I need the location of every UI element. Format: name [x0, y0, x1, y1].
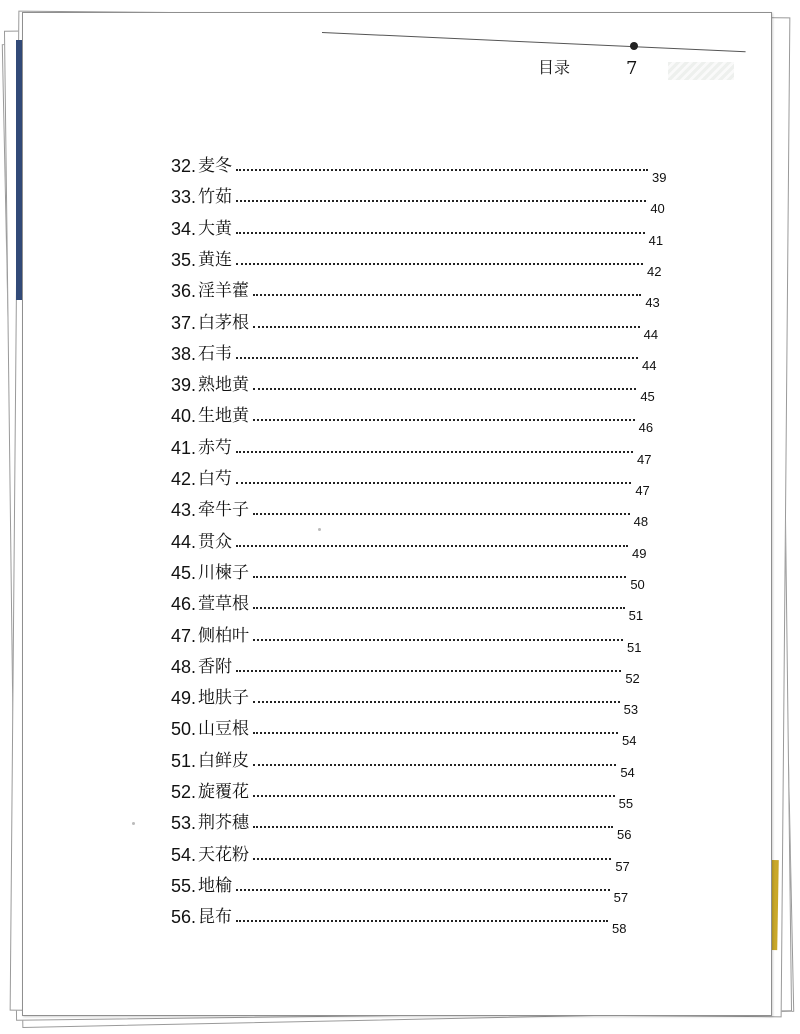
toc-entry-number: 56. [170, 907, 196, 928]
toc-entry [150, 623, 643, 655]
toc-entry-title: 地肤子 [198, 688, 249, 709]
toc-entry-page: 51 [628, 608, 644, 624]
toc-entry-number: 46. [170, 594, 196, 615]
toc-entry-number: 41. [170, 437, 196, 458]
toc-entry [150, 435, 653, 467]
toc-dot-leader [236, 200, 646, 202]
toc-dot-leader [236, 232, 645, 234]
toc-entry-page: 47 [635, 483, 650, 498]
toc-dot-leader [253, 701, 620, 703]
toc-entry [150, 341, 658, 373]
toc-dot-leader [253, 795, 615, 797]
toc-entry-title: 贯众 [198, 531, 232, 552]
toc-entry [150, 153, 668, 185]
toc-entry-title: 熟地黄 [198, 375, 249, 396]
toc-entry-number: 39. [170, 375, 196, 396]
toc-entry-title: 香附 [198, 656, 232, 677]
toc-entry [150, 278, 661, 311]
toc-entry-title: 赤芍 [198, 437, 232, 458]
toc-entry-page: 44 [643, 326, 659, 342]
toc-entry-number: 45. [170, 562, 196, 583]
toc-entry-page: 58 [612, 921, 627, 937]
toc-entry-number: 32. [170, 156, 196, 176]
toc-dot-leader [253, 639, 623, 641]
toc-entry-title: 黄连 [198, 249, 232, 270]
toc-entry [150, 310, 660, 342]
paper-speck [318, 528, 321, 531]
toc-dot-leader [253, 419, 635, 421]
toc-entry-number: 49. [170, 688, 196, 709]
toc-dot-leader [253, 858, 611, 860]
toc-entry-title: 昆布 [198, 907, 232, 928]
toc-entry-page: 55 [618, 796, 634, 811]
toc-entry-title: 麦冬 [198, 156, 232, 176]
toc-entry-title: 牵牛子 [198, 500, 249, 521]
toc-entry-page: 57 [615, 858, 630, 874]
toc-entry-page: 39 [652, 170, 667, 185]
toc-entry [150, 529, 648, 561]
toc-entry-title: 淫羊藿 [198, 281, 249, 302]
toc-entry-page: 53 [623, 702, 639, 718]
toc-entry-title: 石韦 [198, 343, 232, 364]
toc-entry [150, 873, 630, 905]
toc-entry-number: 33. [170, 187, 196, 208]
toc-entry [150, 247, 663, 279]
toc-entry-page: 45 [640, 389, 655, 405]
header-dot [630, 42, 638, 50]
toc-entry-number: 54. [170, 844, 196, 865]
toc-dot-leader [253, 388, 636, 390]
toc-entry-number: 52. [170, 782, 196, 802]
toc-entry-title: 生地黄 [198, 406, 249, 427]
toc-entry [150, 403, 655, 436]
toc-entry-title: 白茅根 [198, 312, 249, 333]
toc-dot-leader [236, 357, 638, 359]
toc-entry-page: 50 [630, 576, 645, 592]
toc-entry-title: 川楝子 [198, 562, 249, 583]
toc-dot-leader [253, 826, 613, 828]
toc-entry-title: 侧柏叶 [198, 625, 249, 646]
toc-dot-leader [253, 326, 640, 328]
toc-dot-leader [236, 920, 608, 922]
toc-entry-page: 42 [647, 263, 662, 279]
toc-entry [150, 654, 641, 686]
toc-dot-leader [236, 545, 628, 547]
toc-entry-title: 地榆 [198, 875, 232, 896]
toc-entry [150, 904, 628, 937]
toc-entry-title: 白芍 [198, 469, 232, 489]
toc-entry-number: 36. [170, 281, 196, 302]
toc-entry-number: 53. [170, 813, 196, 834]
toc-dot-leader [253, 607, 625, 609]
toc-entry-number: 42. [170, 469, 196, 489]
toc-entry [150, 779, 635, 811]
toc-entry-number: 37. [170, 312, 196, 333]
toc-entry-title: 竹茹 [198, 187, 232, 208]
toc-entry [150, 748, 636, 780]
toc-entry [150, 372, 656, 405]
toc-entry [150, 560, 646, 592]
toc-entry-page: 52 [625, 670, 640, 686]
toc-entry-page: 41 [648, 232, 664, 248]
toc-dot-leader [253, 764, 616, 766]
toc-entry-number: 35. [170, 249, 196, 270]
toc-entry-number: 55. [170, 875, 196, 896]
toc-entry-page: 57 [613, 889, 629, 905]
toc-dot-leader [253, 732, 618, 734]
toc-dot-leader [253, 513, 630, 515]
toc-entry-number: 43. [170, 500, 196, 521]
toc-dot-leader [236, 482, 631, 484]
toc-entry-number: 38. [170, 343, 196, 364]
toc-entry-title: 山豆根 [198, 719, 249, 740]
toc-entry-page: 43 [645, 295, 660, 311]
toc-entry-title: 白鲜皮 [198, 750, 249, 771]
toc-entry-page: 51 [627, 639, 642, 655]
toc-entry-title: 荆芥穗 [198, 813, 249, 834]
paper-speck [132, 822, 135, 825]
toc-entry [150, 184, 666, 217]
toc-entry [150, 685, 640, 718]
toc-entry-number: 40. [170, 406, 196, 427]
running-header-page-number: 7 [626, 58, 638, 79]
toc-dot-leader [236, 169, 648, 171]
toc-entry-page: 47 [637, 451, 652, 467]
toc-entry-number: 34. [170, 218, 196, 239]
toc-entry [150, 716, 638, 749]
toc-entry-page: 56 [617, 827, 632, 843]
toc-dot-leader [236, 451, 633, 453]
toc-entry-number: 47. [170, 625, 196, 646]
toc-entry-page: 40 [650, 201, 665, 217]
toc-dot-leader [253, 576, 626, 578]
toc-entry-title: 大黄 [198, 218, 232, 239]
toc-entry-page: 54 [620, 764, 635, 780]
header-ornament [668, 62, 734, 80]
toc-entry-page: 49 [632, 545, 647, 561]
toc-entry-title: 萱草根 [198, 594, 249, 615]
toc-entry-page: 44 [642, 357, 657, 373]
toc-entry-page: 46 [638, 420, 654, 436]
toc-entry [150, 497, 650, 530]
toc-entry [150, 216, 665, 248]
toc-entry-number: 44. [170, 531, 196, 552]
toc-entry [150, 842, 631, 874]
toc-entry-title: 旋覆花 [198, 782, 249, 802]
toc-entry-title: 天花粉 [198, 844, 249, 865]
running-header-title: 目录 [538, 58, 571, 77]
toc-entry-number: 51. [170, 750, 196, 771]
toc-entry [150, 591, 645, 624]
toc-dot-leader [236, 889, 610, 891]
toc-entry-number: 48. [170, 656, 196, 677]
toc-entry [150, 466, 651, 498]
toc-entry-number: 50. [170, 719, 196, 740]
toc-dot-leader [236, 263, 643, 265]
toc-entry-page: 54 [622, 733, 637, 749]
toc-dot-leader [236, 670, 621, 672]
toc-entry-page: 48 [633, 514, 649, 530]
toc-entry [150, 810, 633, 843]
toc-dot-leader [253, 294, 641, 296]
